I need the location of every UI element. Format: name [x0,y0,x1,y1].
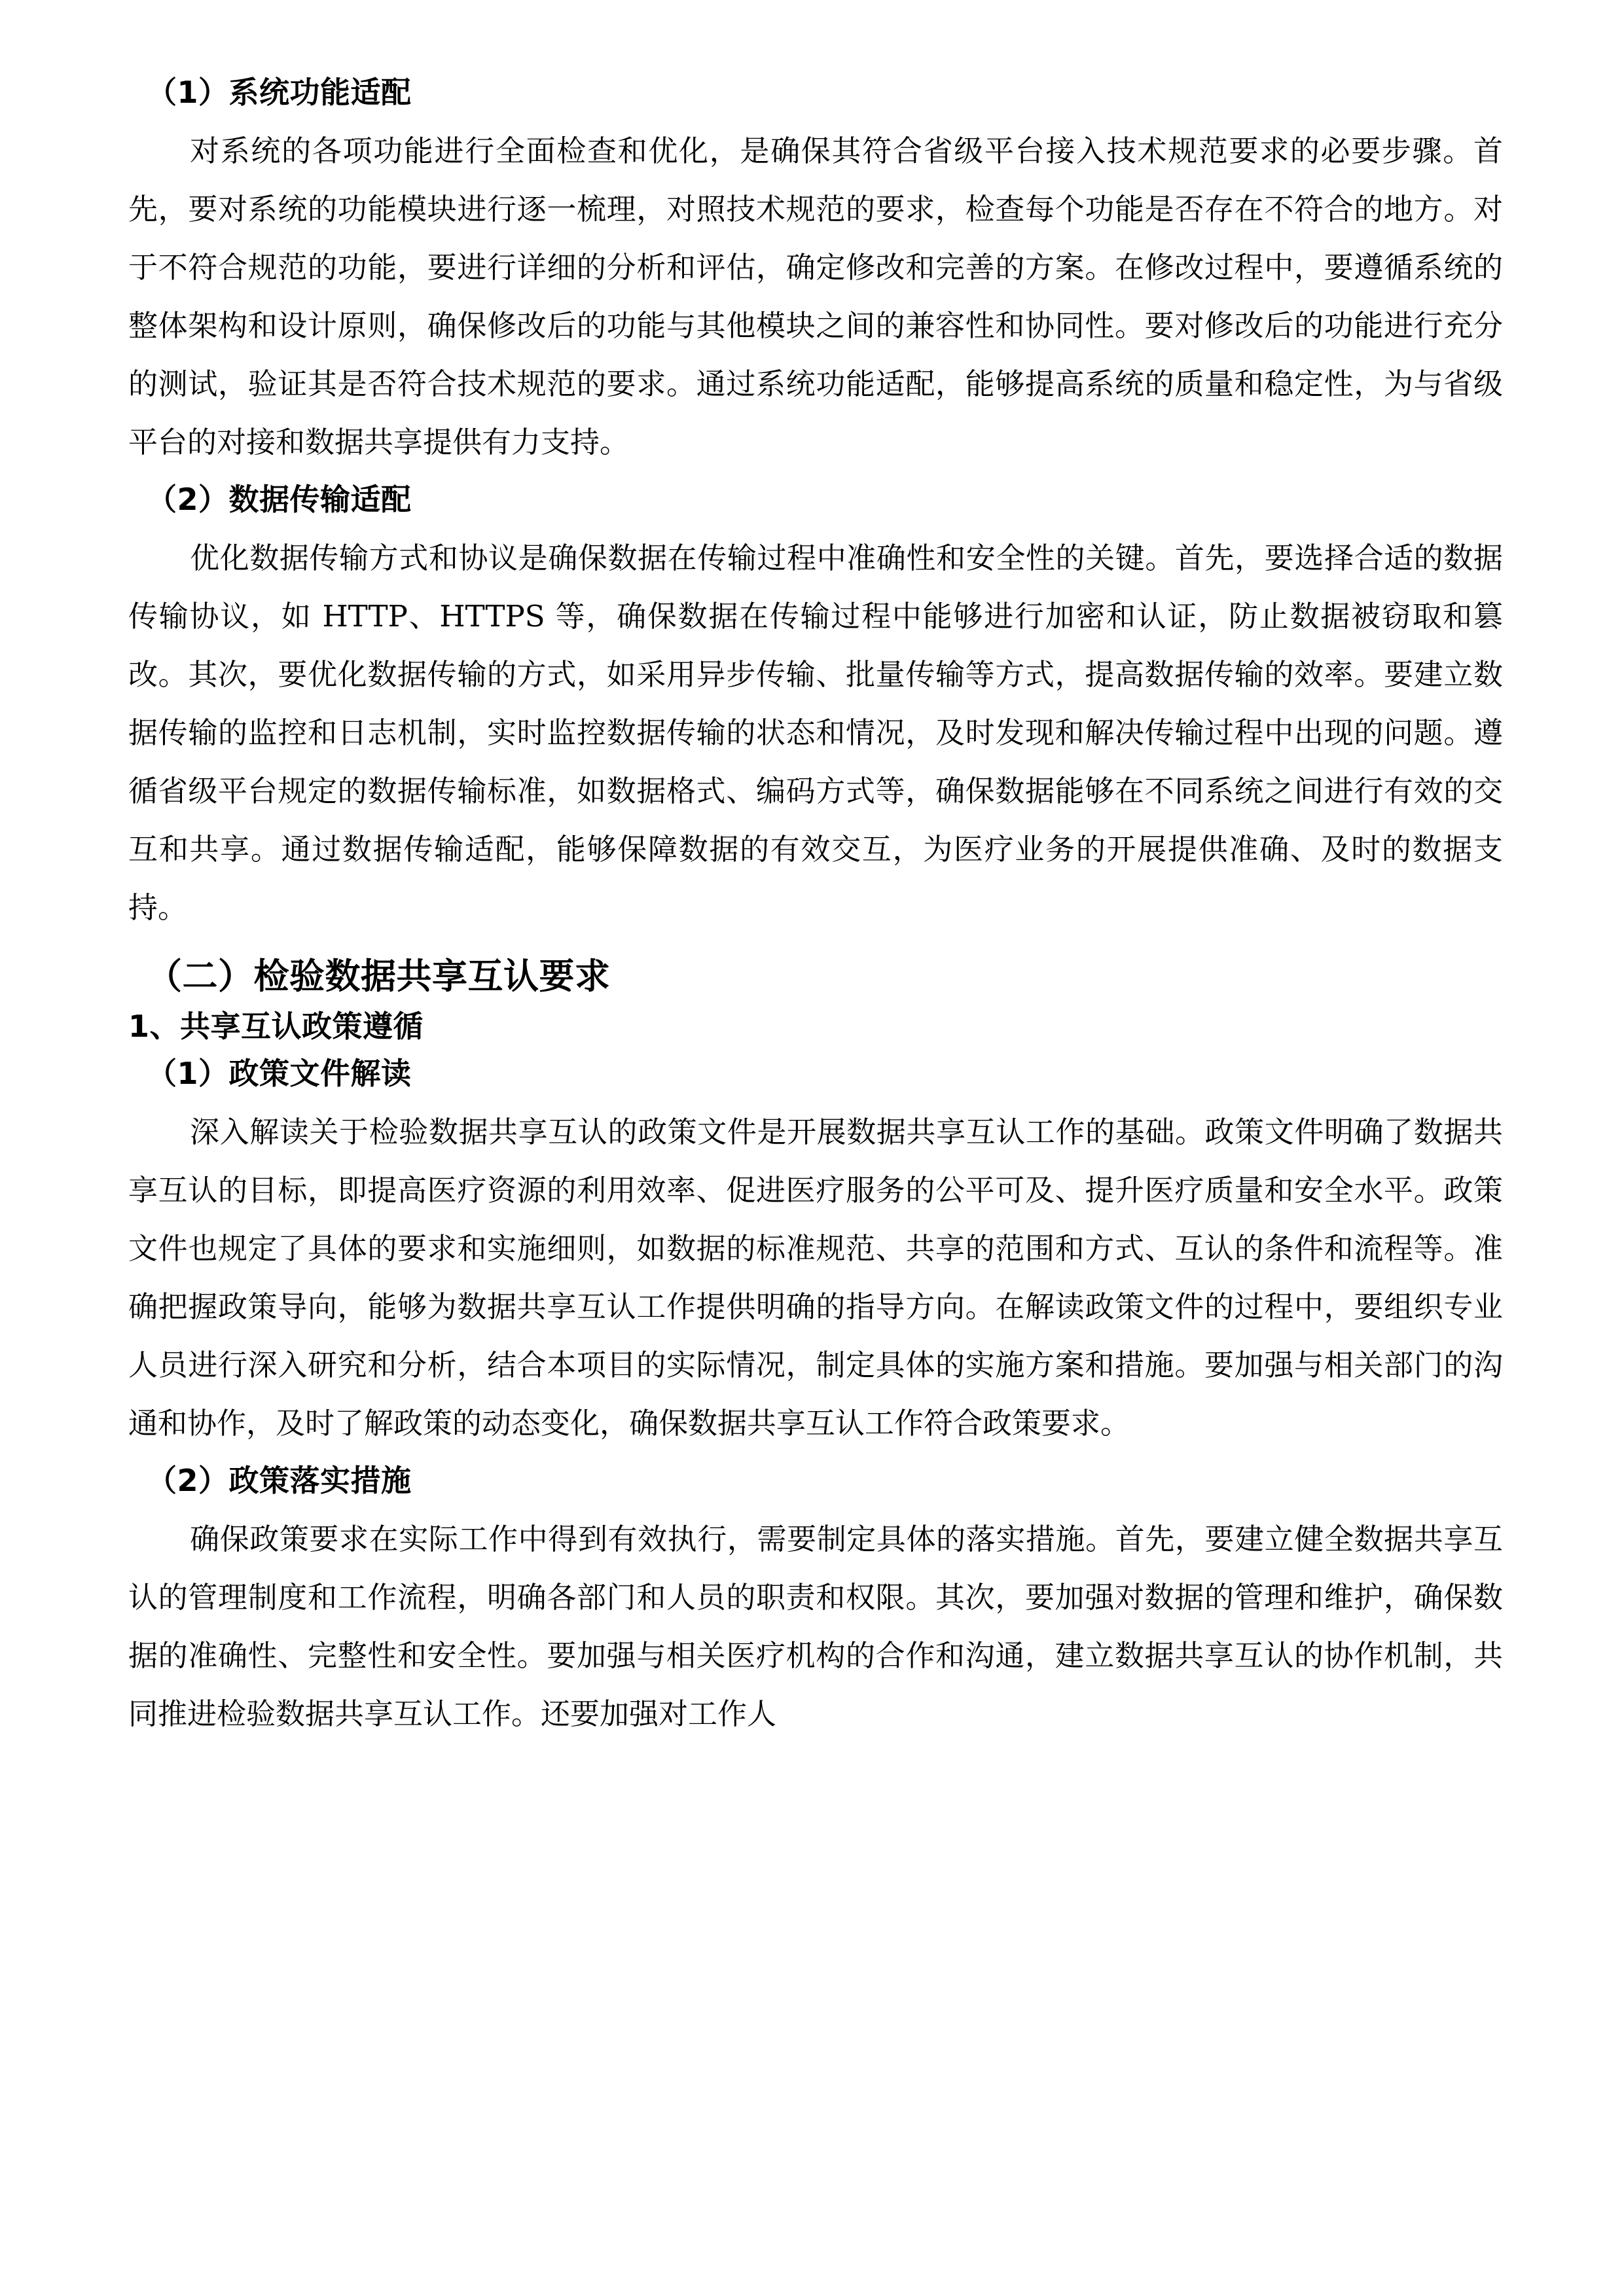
heading-policy-document-interpretation: （1）政策文件解读 [147,1056,412,1091]
paragraph-data-transmission-adaptation: 优化数据传输方式和协议是确保数据在传输过程中准确性和安全性的关键。首先，要选择合适的数据传输协议，如 HTTP、HTTPS 等，确保数据在传输过程中能够进行加密和认证，防止数据被窃取和篡改。其次，要优化数据传输的方式，如采用异步传输、批量传输等方式，提高数据传输的效率。要建立数据传输的监控和日志机制，实时监控数据传输的状态和情况，及时发现和解决传输过程中出现的问题。遵循省级平台规定的数据传输标准，如数据格式、编码方式等，确保数据能够在不同系统之间进行有效的交互和共享。通过数据传输适配，能够保障数据的有效交互，为医疗业务的开展提供准确、及时的数据支持。 [128,541,1503,925]
paragraph-system-function-adaptation: 对系统的各项功能进行全面检查和优化，是确保其符合省级平台接入技术规范要求的必要步骤。首先，要对系统的功能模块进行逐一梳理，对照技术规范的要求，检查每个功能是否存在不符合的地方。对于不符合规范的功能，要进行详细的分析和评估，确定修改和完善的方案。在修改过程中，要遵循系统的整体架构和设计原则，确保修改后的功能与其他模块之间的兼容性和协同性。要对修改后的功能进行充分的测试，验证其是否符合技术规范的要求。通过系统功能适配，能够提高系统的质量和稳定性，为与省级平台的对接和数据共享提供有力支持。 [128,134,1503,459]
heading-policy-implementation-measures: （2）政策落实措施 [147,1463,412,1498]
heading-system-function-adaptation: （1）系统功能适配 [147,75,412,110]
heading-data-transmission-adaptation: （2）数据传输适配 [147,482,412,517]
heading-policy-compliance: 1、共享互认政策遵循 [128,1009,424,1044]
paragraph-policy-document-interpretation: 深入解读关于检验数据共享互认的政策文件是开展数据共享互认工作的基础。政策文件明确了数据共享互认的目标，即提高医疗资源的利用效率、促进医疗服务的公平可及、提升医疗质量和安全水平。政策文件也规定了具体的要求和实施细则，如数据的标准规范、共享的范围和方式、互认的条件和流程等。准确把握政策导向，能够为数据共享互认工作提供明确的指导方向。在解读政策文件的过程中，要组织专业人员进行深入研究和分析，结合本项目的实际情况，制定具体的实施方案和措施。要加强与相关部门的沟通和协作，及时了解政策的动态变化，确保数据共享互认工作符合政策要求。 [128,1115,1503,1441]
paragraph-policy-implementation-measures: 确保政策要求在实际工作中得到有效执行，需要制定具体的落实措施。首先，要建立健全数据共享互认的管理制度和工作流程，明确各部门和人员的职责和权限。其次，要加强对数据的管理和维护，确保数据的准确性、完整性和安全性。要加强与相关医疗机构的合作和沟通，建立数据共享互认的协作机制，共同推进检验数据共享互认工作。还要加强对工作人 [128,1522,1503,1731]
heading-section-two-data-sharing-mutual-recognition: （二）检验数据共享互认要求 [147,956,611,997]
document-body [128,63,1503,1743]
